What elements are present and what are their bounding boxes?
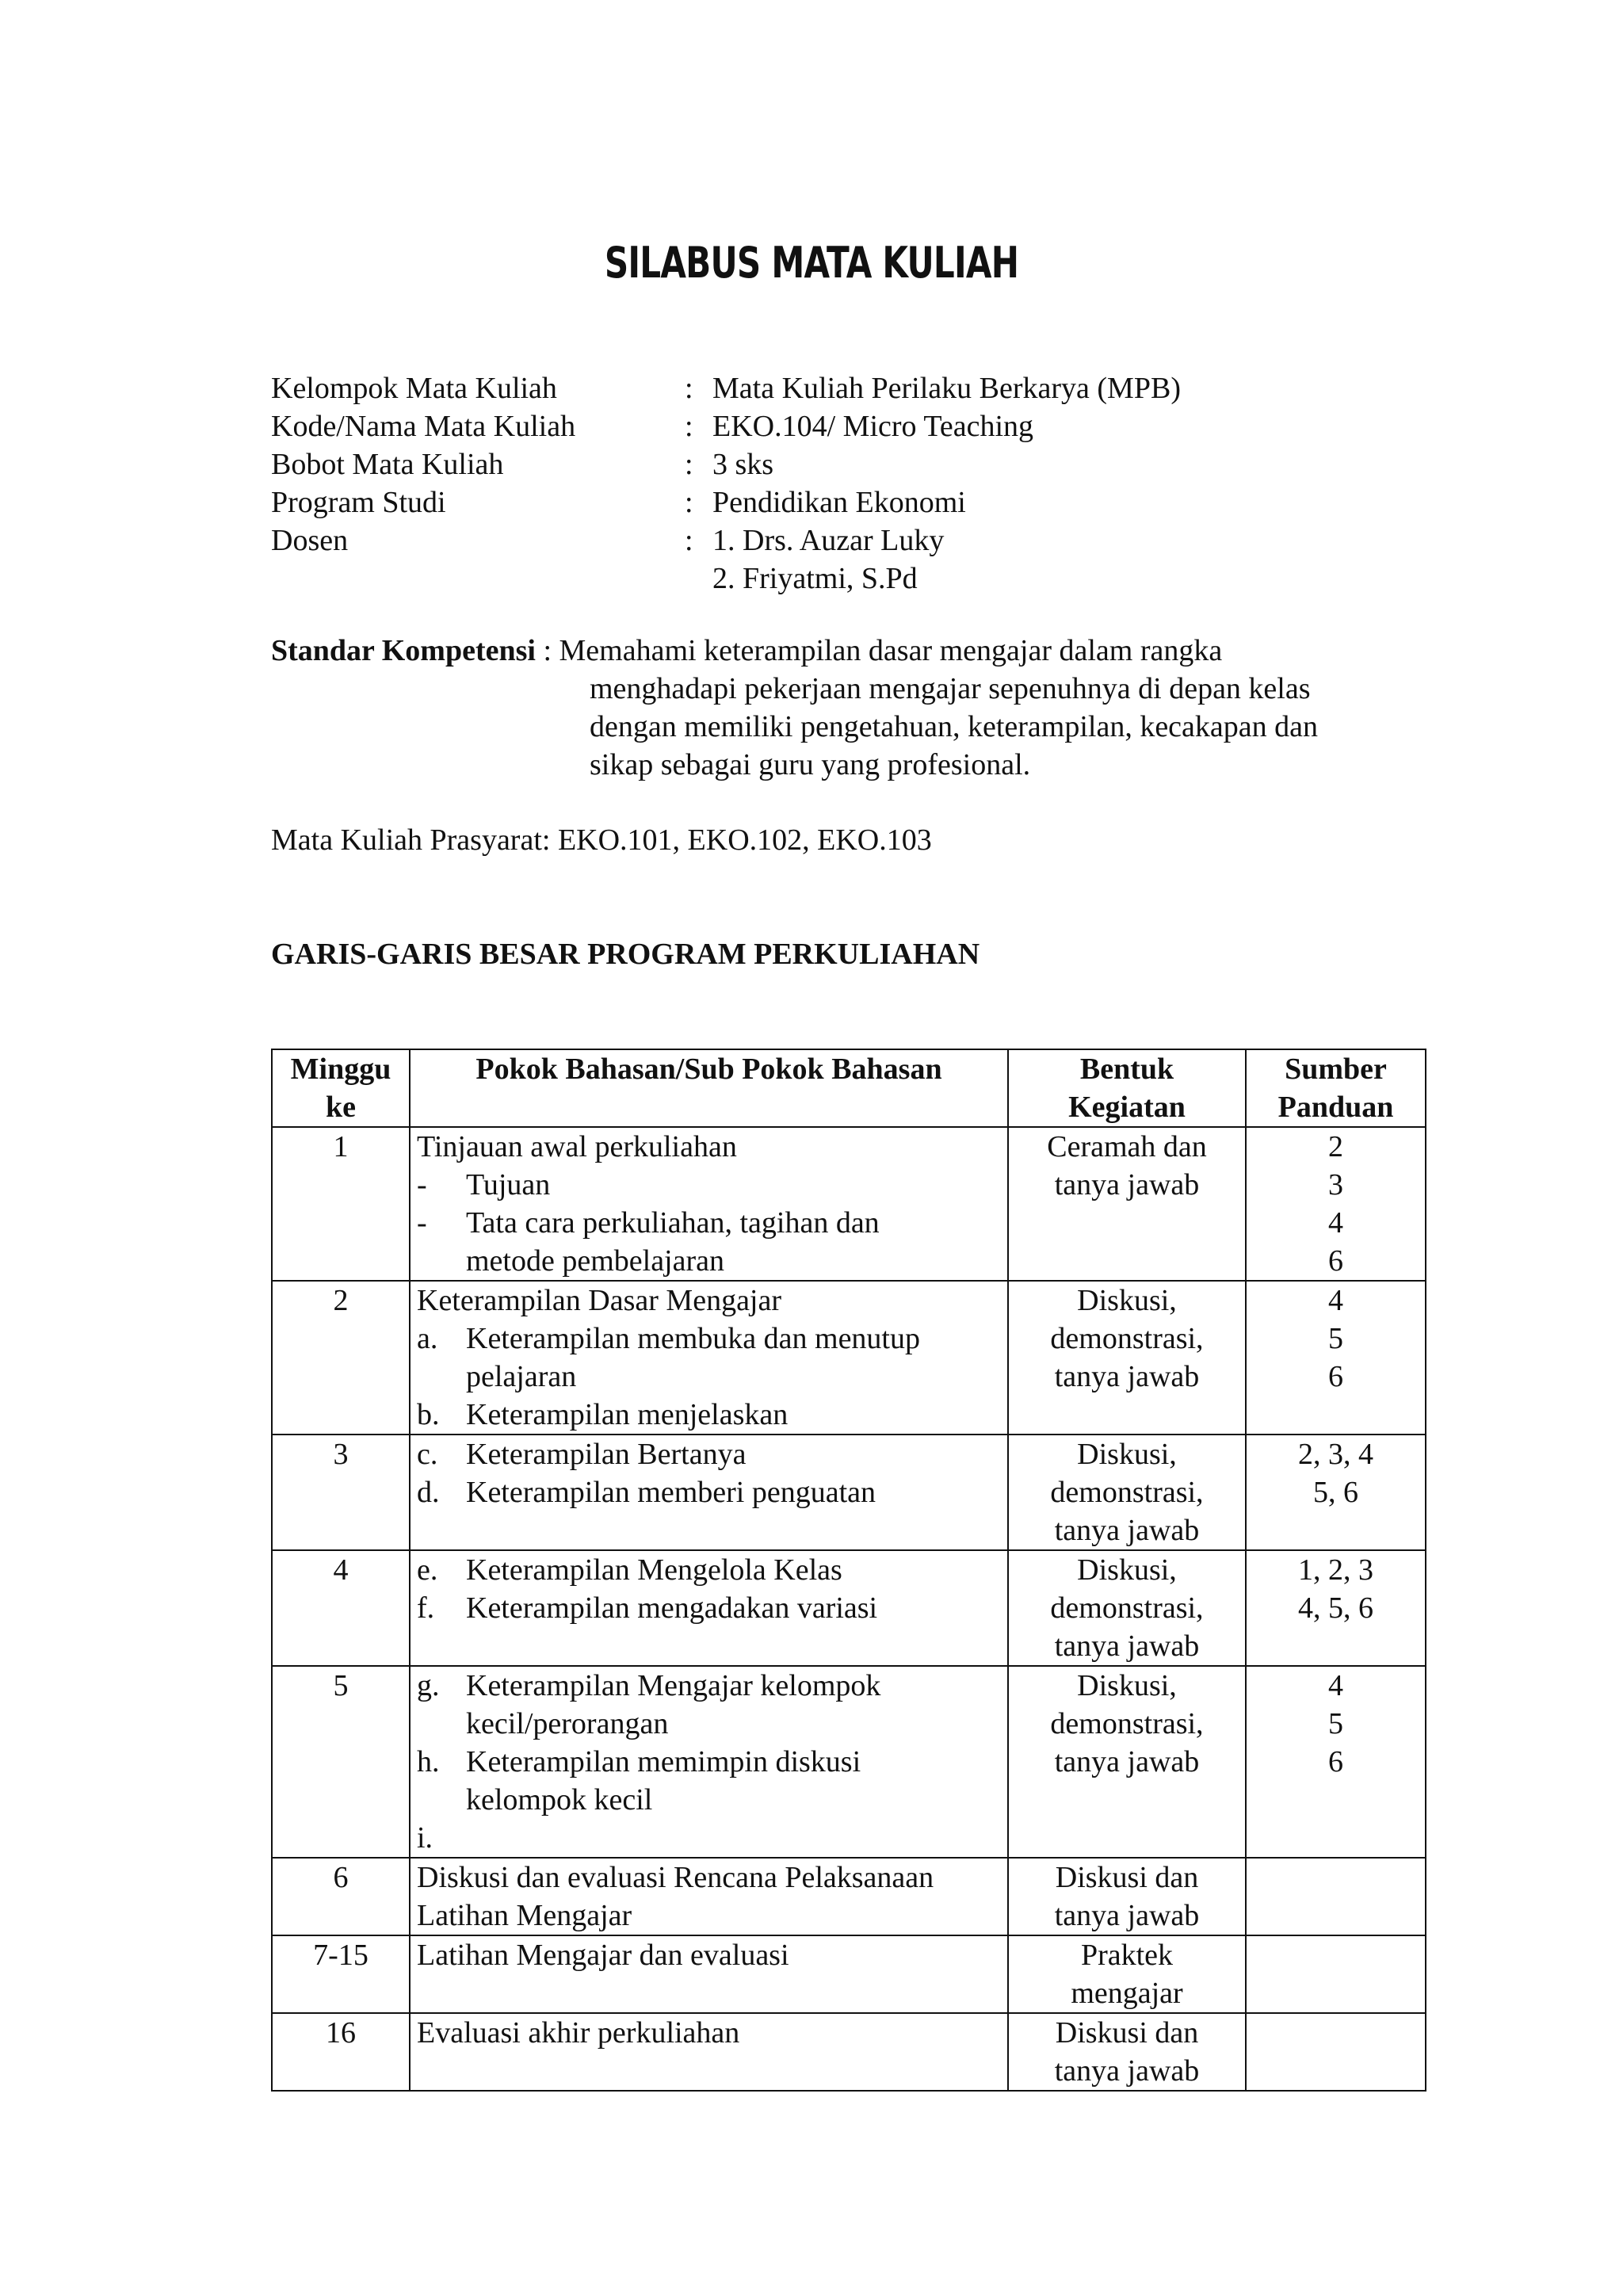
cell-minggu: 2 — [272, 1281, 410, 1435]
info-row — [271, 369, 1460, 407]
table-row — [272, 1435, 1426, 1550]
cell-pokok-bahasan — [410, 1435, 1008, 1550]
sub-text — [466, 1819, 1001, 1857]
bentuk-text: Ceramah dan — [1047, 1130, 1207, 1163]
info-colon: : — [685, 410, 693, 443]
sub-item — [417, 1396, 1001, 1434]
sumber-text: 5 — [1328, 1322, 1343, 1355]
cell-sumber-panduan — [1246, 1666, 1426, 1858]
info-value: 3 sks — [712, 448, 774, 481]
info-colon: : — [685, 448, 693, 481]
sumber-text: 4 — [1328, 1669, 1343, 1702]
sub-marker: c. — [417, 1438, 438, 1471]
sub-text: Tujuan — [466, 1168, 551, 1201]
cell-bentuk-kegiatan — [1008, 1858, 1246, 1935]
bentuk-text: Diskusi, — [1077, 1553, 1177, 1587]
info-row — [271, 407, 1460, 445]
bentuk-text: Diskusi, — [1077, 1438, 1177, 1471]
section-heading: GARIS-GARIS BESAR PROGRAM PERKULIAHAN — [271, 938, 980, 971]
sub-marker: g. — [417, 1669, 440, 1702]
sub-text: Keterampilan Mengelola Kelas — [466, 1553, 842, 1587]
bentuk-text: mengajar — [1071, 1977, 1183, 2010]
sub-item — [417, 1667, 1001, 1743]
sub-text: Keterampilan mengadakan variasi — [466, 1591, 878, 1625]
header-text: Sumber — [1285, 1052, 1387, 1086]
course-info — [271, 369, 1460, 598]
bentuk-text: demonstrasi, — [1050, 1476, 1204, 1509]
cell-minggu: 16 — [272, 2013, 410, 2091]
standar-kompetensi-sep: : — [535, 634, 559, 667]
standar-kompetensi — [271, 632, 1460, 781]
bentuk-text: Diskusi, — [1077, 1284, 1177, 1317]
sumber-text: 1, 2, 3 — [1298, 1553, 1373, 1587]
info-colon: : — [685, 486, 693, 519]
cell-pokok-bahasan — [410, 1858, 1008, 1935]
header-text: Minggu — [290, 1052, 391, 1086]
standar-kompetensi-text: menghadapi pekerjaan mengajar sepenuhnya di depan kelas — [590, 672, 1311, 705]
sub-marker: - — [417, 1168, 427, 1201]
info-value: Mata Kuliah Perilaku Berkarya (MPB) — [712, 372, 1181, 405]
course-program-table — [271, 1049, 1426, 2092]
prerequisite-text: Mata Kuliah Prasyarat: EKO.101, EKO.102, EKO.103 — [271, 823, 932, 857]
topic-text: Keterampilan Dasar Mengajar — [417, 1284, 782, 1317]
standar-kompetensi-text: sikap sebagai guru yang profesional. — [590, 748, 1031, 781]
sumber-text: 4 — [1328, 1206, 1343, 1240]
sub-item — [417, 1743, 1001, 1819]
sumber-text: 6 — [1328, 1360, 1343, 1393]
sub-marker: h. — [417, 1745, 440, 1778]
bentuk-text: Diskusi, — [1077, 1669, 1177, 1702]
sub-text: Keterampilan menjelaskan — [466, 1398, 789, 1431]
bentuk-text: tanya jawab — [1054, 1629, 1200, 1663]
bentuk-text: tanya jawab — [1054, 1514, 1200, 1547]
cell-pokok-bahasan — [410, 1935, 1008, 2013]
page-title: SILABUS MATA KULIAH — [604, 238, 1019, 288]
bentuk-text: Diskusi dan — [1055, 2016, 1199, 2050]
sumber-text: 4 — [1328, 1284, 1343, 1317]
sub-text: Keterampilan Mengajar kelompok — [466, 1669, 881, 1702]
info-label: Kode/Nama Mata Kuliah — [271, 410, 576, 443]
cell-sumber-panduan — [1246, 1281, 1426, 1435]
topic-text: Latihan Mengajar — [417, 1899, 632, 1932]
topic-text: Diskusi dan evaluasi Rencana Pelaksanaan — [417, 1861, 934, 1894]
cell-pokok-bahasan — [410, 1550, 1008, 1666]
sub-marker: d. — [417, 1476, 440, 1509]
sub-text: metode pembelajaran — [466, 1244, 725, 1278]
sumber-text: 2 — [1328, 1130, 1343, 1163]
info-value: EKO.104/ Micro Teaching — [712, 410, 1034, 443]
cell-pokok-bahasan — [410, 2013, 1008, 2091]
header-text: Pokok Bahasan/Sub Pokok Bahasan — [475, 1052, 942, 1086]
sub-item — [417, 1551, 1001, 1589]
sumber-text: 4, 5, 6 — [1298, 1591, 1373, 1625]
cell-sumber-panduan — [1246, 1935, 1426, 2013]
sub-item — [417, 1473, 1001, 1511]
cell-bentuk-kegiatan — [1008, 1281, 1246, 1435]
info-colon: : — [685, 524, 693, 557]
header-minggu — [272, 1049, 410, 1127]
standar-kompetensi-text: Memahami keterampilan dasar mengajar dalam rangka — [559, 634, 1223, 667]
info-value: 2. Friyatmi, S.Pd — [712, 562, 918, 595]
sub-item — [417, 1435, 1001, 1473]
topic-text: Evaluasi akhir perkuliahan — [417, 2016, 740, 2050]
cell-pokok-bahasan — [410, 1666, 1008, 1858]
cell-minggu: 1 — [272, 1127, 410, 1281]
sub-item — [417, 1166, 1001, 1204]
header-text: Panduan — [1277, 1091, 1394, 1124]
cell-sumber-panduan — [1246, 2013, 1426, 2091]
table-row — [272, 1281, 1426, 1435]
table-row — [272, 1858, 1426, 1935]
header-text: Kegiatan — [1068, 1091, 1186, 1124]
cell-bentuk-kegiatan — [1008, 1435, 1246, 1550]
cell-minggu: 5 — [272, 1666, 410, 1858]
info-value: 1. Drs. Auzar Luky — [712, 524, 945, 557]
sub-item — [417, 1589, 1001, 1627]
table-row — [272, 1935, 1426, 2013]
table-row — [272, 1127, 1426, 1281]
cell-minggu: 6 — [272, 1858, 410, 1935]
cell-bentuk-kegiatan — [1008, 2013, 1246, 2091]
sub-text: Tata cara perkuliahan, tagihan dan — [466, 1206, 880, 1240]
table-header-row — [272, 1049, 1426, 1127]
sumber-text: 6 — [1328, 1745, 1343, 1778]
bentuk-text: demonstrasi, — [1050, 1591, 1204, 1625]
cell-minggu: 7-15 — [272, 1935, 410, 2013]
bentuk-text: demonstrasi, — [1050, 1707, 1204, 1740]
cell-bentuk-kegiatan — [1008, 1127, 1246, 1281]
table-row — [272, 1550, 1426, 1666]
sub-text: Keterampilan memimpin diskusi — [466, 1745, 861, 1778]
header-sumber-panduan — [1246, 1049, 1426, 1127]
info-row — [271, 521, 1460, 560]
cell-sumber-panduan — [1246, 1550, 1426, 1666]
standar-kompetensi-first-line — [271, 632, 1460, 670]
standar-kompetensi-label: Standar Kompetensi — [271, 634, 536, 667]
header-pokok-bahasan — [410, 1049, 1008, 1127]
sub-marker: - — [417, 1206, 427, 1240]
bentuk-text: tanya jawab — [1054, 1168, 1200, 1201]
sub-text: Keterampilan Bertanya — [466, 1438, 747, 1471]
sub-text: kecil/perorangan — [466, 1707, 669, 1740]
sumber-text: 3 — [1328, 1168, 1343, 1201]
sub-item — [417, 1320, 1001, 1396]
info-row — [271, 483, 1460, 521]
cell-pokok-bahasan — [410, 1281, 1008, 1435]
sumber-text: 2, 3, 4 — [1298, 1438, 1373, 1471]
sub-marker: e. — [417, 1553, 438, 1587]
cell-sumber-panduan — [1246, 1858, 1426, 1935]
sub-marker: a. — [417, 1322, 438, 1355]
info-value: Pendidikan Ekonomi — [712, 486, 966, 519]
info-label: Program Studi — [271, 486, 446, 519]
bentuk-text: tanya jawab — [1054, 1899, 1200, 1932]
sub-marker: f. — [417, 1591, 435, 1625]
cell-bentuk-kegiatan — [1008, 1666, 1246, 1858]
standar-kompetensi-continuation — [590, 670, 1461, 784]
topic-text: Tinjauan awal perkuliahan — [417, 1130, 737, 1163]
sub-marker: b. — [417, 1398, 440, 1431]
bentuk-text: demonstrasi, — [1050, 1322, 1204, 1355]
header-text: Bentuk — [1079, 1052, 1174, 1086]
cell-bentuk-kegiatan — [1008, 1935, 1246, 2013]
info-row — [271, 445, 1460, 483]
cell-minggu: 3 — [272, 1435, 410, 1550]
table-row — [272, 1666, 1426, 1858]
info-colon: : — [685, 372, 693, 405]
bentuk-text: tanya jawab — [1054, 1360, 1200, 1393]
sub-text: Keterampilan memberi penguatan — [466, 1476, 876, 1509]
standar-kompetensi-text: dengan memiliki pengetahuan, keterampilan, kecakapan dan — [590, 710, 1319, 743]
sub-item — [417, 1204, 1001, 1280]
info-label: Dosen — [271, 524, 349, 557]
sub-item — [417, 1819, 1001, 1857]
cell-sumber-panduan — [1246, 1435, 1426, 1550]
sumber-text: 6 — [1328, 1244, 1343, 1278]
bentuk-text: tanya jawab — [1054, 2054, 1200, 2088]
info-label: Bobot Mata Kuliah — [271, 448, 504, 481]
cell-sumber-panduan — [1246, 1127, 1426, 1281]
sub-text: pelajaran — [466, 1360, 577, 1393]
cell-pokok-bahasan — [410, 1127, 1008, 1281]
sub-text: Keterampilan membuka dan menutup — [466, 1322, 920, 1355]
sub-marker: i. — [417, 1821, 433, 1855]
info-label: Kelompok Mata Kuliah — [271, 372, 557, 405]
sumber-text: 5 — [1328, 1707, 1343, 1740]
cell-bentuk-kegiatan — [1008, 1550, 1246, 1666]
bentuk-text: tanya jawab — [1054, 1745, 1200, 1778]
cell-minggu: 4 — [272, 1550, 410, 1666]
header-text: ke — [326, 1091, 356, 1124]
sumber-text: 5, 6 — [1313, 1476, 1358, 1509]
bentuk-text: Praktek — [1080, 1939, 1174, 1972]
table-row — [272, 2013, 1426, 2091]
sub-text: kelompok kecil — [466, 1783, 653, 1817]
info-row — [271, 560, 1460, 598]
bentuk-text: Diskusi dan — [1055, 1861, 1199, 1894]
topic-text: Latihan Mengajar dan evaluasi — [417, 1939, 789, 1972]
header-bentuk-kegiatan — [1008, 1049, 1246, 1127]
